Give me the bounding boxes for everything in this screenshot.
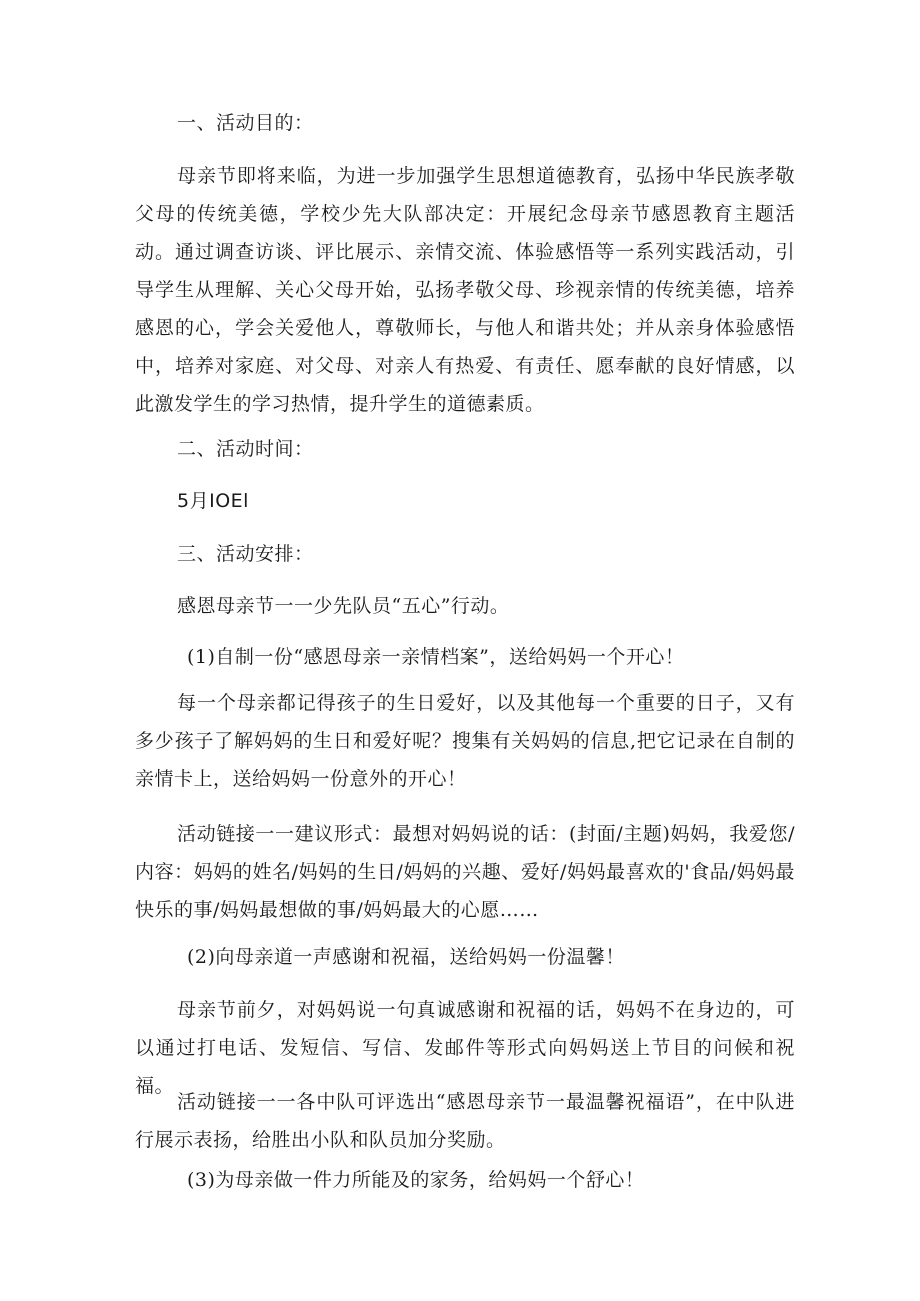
item-3-title: (3)为母亲做一件力所能及的家务，给妈妈一个舒心！	[187, 1169, 645, 1191]
item-2-title: (2)向母亲道一声感谢和祝福，送给妈妈一份温馨！	[187, 946, 625, 968]
item-2-description: 母亲节前夕，对妈妈说一句真诚感谢和祝福的话，妈妈不在身边的，可以通过打电话、发短信、写信、发邮件等形式向妈妈送上节目的问候和祝福。	[135, 999, 795, 1097]
item-1-activity-link: 活动链接一一建议形式：最想对妈妈说的话：(封面/主题)妈妈，我爱您/内容：妈妈的姓名/妈妈的生日/妈妈的兴趣、爱好/妈妈最喜欢的'食品/妈妈最快乐的事/妈妈最想做的事/妈妈最大的心愿……	[135, 823, 795, 921]
section-heading-time: 二、活动时间：	[177, 438, 314, 460]
section-heading-purpose: 一、活动目的：	[177, 112, 314, 134]
item-1-title: (1)自制一份“感恩母亲一亲情档案”，送给妈妈一个开心！	[187, 646, 685, 668]
purpose-paragraph: 母亲节即将来临，为进一步加强学生思想道德教育，弘扬中华民族孝敬父母的传统美德，学校少先大队部决定：开展纪念母亲节感恩教育主题活动。通过调查访谈、评比展示、亲情交流、体验感悟等一系列实践活动，引导学生从理解、关心父母开始，弘扬孝敬父母、珍视亲情的传统美德，培养感恩的心，学会关爱他人，尊敬师长，与他人和谐共处；并从亲身体验感悟中，培养对家庭、对父母、对亲人有热爱、有责任、愿奉献的良好情感，以此激发学生的学习热情，提升学生的道德素质。	[135, 165, 795, 415]
item-1-description: 每一个母亲都记得孩子的生日爱好，以及其他每一个重要的日子，又有多少孩子了解妈妈的生日和爱好呢？搜集有关妈妈的信息,把它记录在自制的亲情卡上，送给妈妈一份意外的开心！	[135, 692, 795, 790]
time-text: 5月IOEl	[177, 490, 249, 512]
item-2-activity-link: 活动链接一一各中队可评选出“感恩母亲节一最温馨祝福语”，在中队进行展示表扬，给胜出小队和队员加分奖励。	[135, 1091, 795, 1151]
activity-theme: 感恩母亲节一一少先队员“五心”行动。	[177, 595, 510, 617]
section-heading-arrangement: 三、活动安排：	[177, 543, 314, 565]
